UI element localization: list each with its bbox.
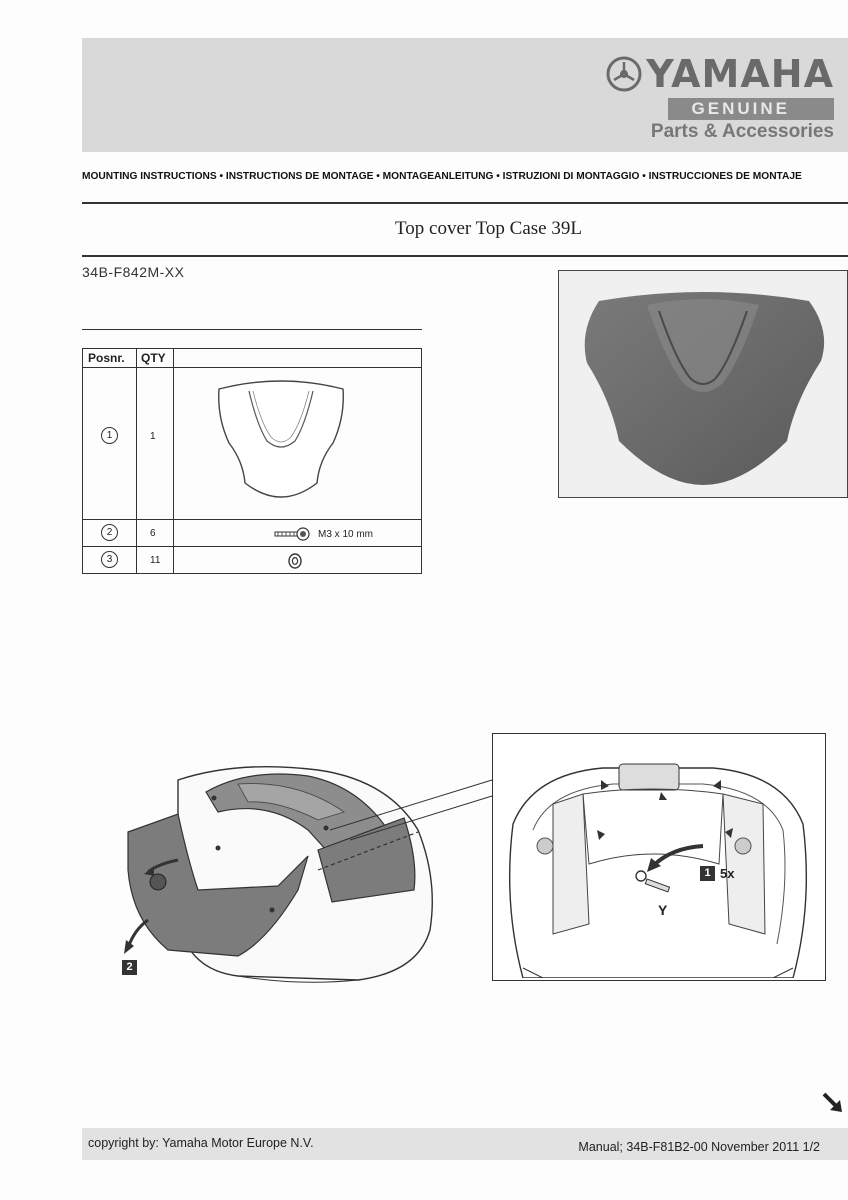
product-photo — [558, 270, 848, 498]
step-1-badge: 1 — [700, 866, 715, 881]
quantity: 1 — [150, 431, 156, 442]
position-number: 1 — [101, 427, 118, 444]
screw-label: Y — [658, 902, 668, 918]
divider — [82, 329, 422, 330]
step-1-count: 5x — [720, 866, 735, 881]
yamaha-logo — [606, 54, 834, 143]
divider — [82, 255, 848, 257]
copyright-text: copyright by: Yamaha Motor Europe N.V. — [88, 1136, 314, 1150]
screw-icon — [273, 526, 313, 542]
instructions-languages: MOUNTING INSTRUCTIONS • INSTRUCTIONS DE MONTAGE • MONTAGEANLEITUNG • ISTRUZIONI DI MONTAGGIO • INSTRUCCIONES DE MONTAJE — [82, 171, 802, 182]
position-number: 3 — [101, 551, 118, 568]
quantity: 11 — [150, 555, 161, 566]
next-page-arrow-icon — [820, 1090, 846, 1116]
top-cover-drawing — [211, 377, 351, 509]
tuning-fork-emblem-icon — [606, 56, 642, 92]
screw-spec: M3 x 10 mm — [318, 529, 374, 540]
part-number: 34B-F842M-XX — [82, 264, 185, 280]
genuine-badge: GENUINE — [668, 98, 834, 120]
manual-reference: Manual; 34B-F81B2-00 November 2011 1/2 — [578, 1140, 820, 1154]
table-header-qty: QTY — [141, 351, 166, 365]
header-band — [82, 38, 848, 152]
brand-name: YAMAHA — [646, 52, 834, 96]
quantity: 6 — [150, 528, 156, 539]
position-number: 2 — [101, 524, 118, 541]
parts-accessories-text: Parts & Accessories — [650, 121, 834, 142]
table-header-posnr: Posnr. — [88, 351, 125, 365]
callout-lines — [330, 760, 500, 860]
page-title: Top cover Top Case 39L — [395, 218, 582, 239]
detail-view — [492, 733, 826, 981]
divider — [82, 202, 848, 204]
washer-icon — [287, 552, 303, 570]
step-2-badge: 2 — [122, 960, 137, 975]
parts-table — [82, 348, 422, 574]
